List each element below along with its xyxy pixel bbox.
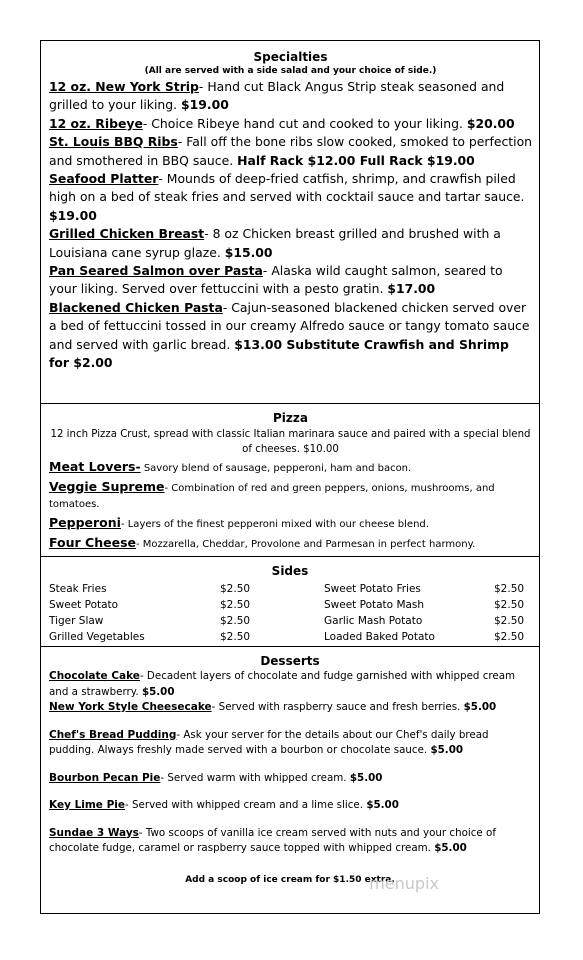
desserts-footer-note: Add a scoop of ice cream for $1.50 extra. — [185, 874, 395, 885]
side-price: $2.50 — [494, 599, 525, 611]
side-name: Steak Fries — [49, 583, 107, 595]
menu-item — [49, 262, 532, 299]
item-name: Meat Lovers- — [49, 459, 141, 474]
item-name: Pepperoni — [49, 515, 121, 530]
side-price: $2.50 — [220, 599, 251, 611]
side-price: $2.50 — [494, 583, 525, 595]
item-description: - Cajun-seasoned blackened chicken served over a bed of fettuccini tossed in our creamy Alfredo sauce or tangy tomato sauce and served with garlic bread. — [49, 299, 530, 352]
item-name: Sundae 3 Ways — [49, 826, 139, 839]
item-name: Bourbon Pecan Pie — [49, 771, 161, 784]
menu-item — [49, 459, 532, 477]
item-description: - Decadent layers of chocolate and fudge garnished with whipped cream and a strawberry. — [49, 670, 516, 698]
item-description: - Mounds of deep-fried catfish, shrimp, and crawfish piled high on a bed of steak fries and served with cocktail sauce and tartar sauce. — [49, 171, 525, 205]
item-description: - Served with raspberry sauce and fresh berries. — [211, 701, 464, 713]
table-row — [49, 581, 531, 597]
item-name: Chocolate Cake — [49, 670, 140, 682]
menu-item — [49, 700, 531, 716]
item-name: Key Lime Pie — [49, 799, 125, 811]
item-description: - Served with whipped cream and a lime slice. — [125, 799, 367, 811]
menu-item — [49, 669, 531, 700]
sides-table — [49, 581, 531, 645]
table-row — [49, 597, 531, 613]
item-price: $17.00 — [387, 281, 436, 297]
menu-item — [49, 299, 532, 373]
item-description: - Two scoops of vanilla ice cream served with nuts and your choice of chocolate fudge, caramel or raspberry sauce topped with whipped cream. — [49, 826, 496, 854]
item-description: - Ask your server for the details about our Chef's daily bread pudding. Always freshly made served with a bourbon or chocolate sauce. — [49, 728, 489, 756]
menu-item — [49, 133, 532, 170]
menu-item — [49, 535, 532, 553]
section-title: Specialties — [253, 50, 328, 64]
item-price: $19.00 — [181, 97, 229, 113]
section-subtitle: (All are served with a side salad and your choice of side.) — [144, 66, 437, 76]
item-name: Four Cheese — [49, 535, 136, 550]
item-description: - Fall off the bone ribs slow cooked, smoked to perfection and smothered in BBQ sauce. — [49, 134, 532, 168]
item-description: Savory blend of sausage, pepperoni, ham and bacon. — [140, 463, 412, 474]
item-name: Blackened Chicken Pasta — [49, 299, 223, 315]
item-name: St. Louis BBQ Ribs — [49, 134, 178, 150]
side-price: $2.50 — [220, 583, 251, 595]
item-name: Pan Seared Salmon over Pasta — [49, 263, 263, 279]
table-row — [49, 629, 531, 645]
item-price: $15.00 — [224, 244, 273, 260]
menu-page — [40, 40, 540, 914]
menu-item — [49, 515, 532, 533]
menu-item — [49, 225, 532, 262]
section-title: Pizza — [273, 411, 308, 425]
side-name: Sweet Potato Mash — [324, 599, 425, 611]
menu-item — [49, 728, 531, 759]
item-name: New York Style Cheesecake — [49, 701, 212, 713]
specialties-section — [41, 41, 539, 404]
menu-item — [49, 826, 531, 857]
side-price: $2.50 — [220, 615, 251, 627]
pizza-section — [41, 404, 539, 557]
item-description: - Hand cut Black Angus Strip steak seasoned and grilled to your liking. — [49, 79, 505, 113]
item-name: Grilled Chicken Breast — [49, 226, 205, 242]
item-price: Half Rack $12.00 Full Rack $19.00 — [237, 152, 475, 168]
item-price: $20.00 — [466, 115, 515, 131]
side-name: Grilled Vegetables — [49, 631, 145, 643]
item-name: Seafood Platter — [49, 171, 159, 187]
section-title: Desserts — [260, 654, 320, 668]
side-price: $2.50 — [220, 631, 251, 643]
side-name: Sweet Potato — [49, 599, 119, 611]
item-price: $5.00 — [463, 701, 497, 713]
item-name: Veggie Supreme — [49, 479, 165, 494]
side-price: $2.50 — [494, 615, 525, 627]
item-name: Chef's Bread Pudding — [49, 728, 177, 741]
item-description: - Served warm with whipped cream. — [160, 771, 350, 784]
item-price: $5.00 — [366, 799, 399, 811]
side-name: Tiger Slaw — [49, 615, 104, 627]
side-name: Garlic Mash Potato — [324, 615, 423, 627]
item-description: - 8 oz Chicken breast grilled and brushed with a Louisiana cane syrup glaze. — [49, 226, 501, 260]
item-description: - Layers of the finest pepperoni mixed with our cheese blend. — [120, 519, 429, 530]
item-price: $5.00 — [430, 744, 464, 756]
item-description: - Mozzarella, Cheddar, Provolone and Parmesan in perfect harmony. — [135, 539, 476, 550]
pizza-intro: 12 inch Pizza Crust, spread with classic Italian marinara sauce and paired with a special blend of cheeses. $10.00 — [50, 429, 531, 455]
item-name: 12 oz. Ribeye — [49, 115, 143, 131]
sides-section — [41, 557, 539, 647]
item-description: - Combination of red and green peppers, onions, mushrooms, and tomatoes. — [49, 483, 495, 510]
menu-item — [49, 479, 532, 513]
item-price: $5.00 — [141, 685, 175, 698]
item-description: - Choice Ribeye hand cut and cooked to your liking. — [142, 115, 467, 131]
menu-item — [49, 78, 532, 115]
table-row — [49, 613, 531, 629]
side-price: $2.50 — [494, 631, 525, 643]
item-price: $5.00 — [434, 842, 467, 854]
item-description: - Alaska wild caught salmon, seared to your liking. Served over fettuccini with a pesto gratin. — [49, 263, 503, 297]
desserts-section — [41, 647, 539, 913]
watermark: menupix — [369, 874, 439, 893]
menu-item — [49, 170, 532, 225]
item-name: 12 oz. New York Strip — [49, 79, 199, 94]
menu-item — [49, 115, 532, 133]
side-name: Sweet Potato Fries — [324, 583, 421, 595]
item-price: $13.00 Substitute Crawfish and Shrimp for $2.00 — [49, 336, 509, 371]
item-price: $19.00 — [49, 207, 97, 223]
item-price: $5.00 — [349, 771, 383, 784]
menu-item — [49, 771, 531, 787]
section-title: Sides — [271, 564, 309, 578]
menu-item — [49, 798, 531, 814]
side-name: Loaded Baked Potato — [324, 631, 435, 643]
